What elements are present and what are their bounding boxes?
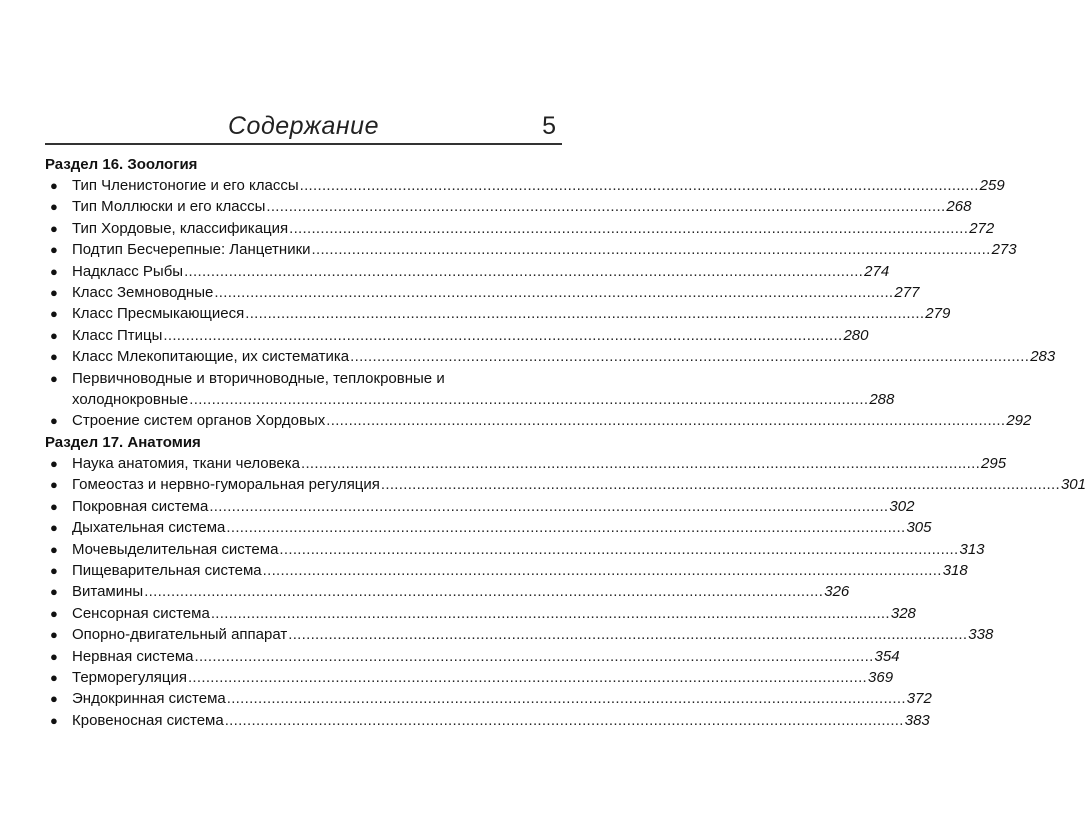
entry-page: 277 <box>894 284 920 302</box>
toc-entry[interactable] <box>45 539 985 560</box>
entry-page: 354 <box>874 647 900 665</box>
bullet-icon: ● <box>50 263 58 279</box>
bullet-icon: ● <box>50 648 58 664</box>
dot-leader <box>312 239 991 260</box>
bullet-icon: ● <box>50 413 58 429</box>
bullet-icon: ● <box>50 327 58 343</box>
entry-page: 318 <box>942 561 968 579</box>
entry-title: Класс Млекопитающие, их систематика <box>72 348 350 366</box>
entry-title-line2: холоднокровные <box>72 391 189 409</box>
bullet-icon: ● <box>50 562 58 578</box>
entry-page: 273 <box>991 241 1017 259</box>
dot-leader <box>289 218 968 239</box>
toc-entry[interactable] <box>45 346 1056 367</box>
dot-leader <box>227 688 906 709</box>
entry-title: Класс Земноводные <box>72 284 214 302</box>
bullet-icon: ● <box>50 178 58 193</box>
dot-leader <box>184 261 863 282</box>
dot-leader <box>245 303 924 324</box>
dot-leader <box>266 196 945 217</box>
page-title: Содержание <box>228 112 379 140</box>
entry-title: Кровеносная система <box>72 711 224 729</box>
entry-page: 295 <box>981 454 1007 472</box>
bullet-icon: ● <box>50 477 58 493</box>
toc-entry[interactable] <box>45 517 932 538</box>
toc-entry[interactable] <box>45 581 850 602</box>
dot-leader <box>288 624 967 645</box>
entry-page: 326 <box>824 583 850 601</box>
bullet-icon: ● <box>50 306 58 322</box>
bullet-icon: ● <box>50 627 58 643</box>
toc-entry[interactable] <box>45 646 900 667</box>
entry-page: 272 <box>969 219 995 237</box>
entry-title: Сенсорная система <box>72 604 210 622</box>
toc-entry[interactable] <box>45 218 995 239</box>
toc-entry[interactable] <box>45 453 1007 474</box>
toc-entry[interactable] <box>45 196 972 217</box>
entry-title: Терморегуляция <box>72 668 187 686</box>
entry-page: 283 <box>1030 348 1056 366</box>
bullet-icon: ● <box>50 455 58 471</box>
bullet-icon: ● <box>50 498 58 514</box>
entry-page: 301 <box>1060 476 1086 494</box>
entry-title: Опорно-двигательный аппарат <box>72 626 288 644</box>
toc-entry[interactable] <box>45 239 1017 260</box>
entry-title: Эндокринная система <box>72 690 226 708</box>
bullet-icon: ● <box>50 285 58 301</box>
entry-title: Покровная система <box>72 497 209 515</box>
entry-page: 274 <box>864 262 890 280</box>
toc-entry[interactable] <box>45 175 1005 196</box>
entry-page: 292 <box>1006 412 1032 430</box>
bullet-icon: ● <box>50 349 58 365</box>
bullet-icon: ● <box>50 541 58 557</box>
entry-title: Наука анатомия, ткани человека <box>72 454 300 472</box>
entry-title: Класс Птицы <box>72 326 163 344</box>
toc-entry[interactable] <box>45 560 968 581</box>
entry-page: 280 <box>843 326 869 344</box>
dot-leader <box>350 346 1029 367</box>
bullet-icon: ● <box>50 584 58 600</box>
toc-entry[interactable] <box>45 303 951 324</box>
bullet-icon: ● <box>50 520 58 536</box>
dot-leader <box>214 282 893 303</box>
toc-entry[interactable] <box>45 688 932 709</box>
dot-leader <box>301 453 980 474</box>
dot-leader <box>211 603 890 624</box>
dot-leader <box>163 325 842 346</box>
entry-title: Гомеостаз и нервно-гуморальная регуляция <box>72 476 380 494</box>
section-heading: Раздел 17. Анатомия <box>45 433 201 451</box>
entry-page: 259 <box>979 177 1005 194</box>
dot-leader <box>300 175 979 196</box>
entry-page: 268 <box>946 198 972 216</box>
toc-entry[interactable] <box>45 368 895 411</box>
entry-title-line1: Первичноводные и вторичноводные, теплокровные и <box>72 369 445 387</box>
entry-title: Надкласс Рыбы <box>72 262 184 280</box>
dot-leader <box>188 667 867 688</box>
entry-page: 313 <box>959 540 985 558</box>
toc-entry[interactable] <box>45 710 930 731</box>
entry-page: 288 <box>869 391 895 409</box>
dot-leader <box>381 474 1060 495</box>
entry-title: Тип Моллюски и его классы <box>72 198 266 216</box>
entry-page: 338 <box>968 626 994 644</box>
toc-entry[interactable] <box>45 667 894 688</box>
header-divider <box>45 143 562 145</box>
toc-entry[interactable] <box>45 261 890 282</box>
toc-entry[interactable] <box>45 410 1032 431</box>
entry-page: 372 <box>906 690 932 708</box>
entry-title: Тип Хордовые, классификация <box>72 219 289 237</box>
bullet-icon: ● <box>50 605 58 621</box>
page-header <box>45 108 562 142</box>
page-number: 5 <box>542 112 556 140</box>
dot-leader <box>189 389 868 410</box>
bullet-icon: ● <box>50 220 58 236</box>
entry-title: Пищеварительная система <box>72 561 262 579</box>
bullet-icon: ● <box>50 669 58 685</box>
table-of-contents <box>45 154 1086 731</box>
dot-leader <box>144 581 823 602</box>
bullet-icon: ● <box>50 242 58 258</box>
toc-entry[interactable] <box>45 496 915 517</box>
entry-title: Мочевыделительная система <box>72 540 279 558</box>
entry-page: 369 <box>868 668 894 686</box>
entry-title: Дыхательная система <box>72 519 226 537</box>
dot-leader <box>194 646 873 667</box>
dot-leader <box>209 496 888 517</box>
dot-leader <box>263 560 942 581</box>
dot-leader <box>226 517 905 538</box>
entry-title: Подтип Бесчерепные: Ланцетники <box>72 241 311 259</box>
entry-page: 383 <box>904 711 930 729</box>
bullet-icon: ● <box>50 370 58 386</box>
entry-page: 302 <box>889 497 915 515</box>
toc-entry[interactable] <box>45 624 994 645</box>
entry-page: 328 <box>890 604 916 622</box>
bullet-icon: ● <box>50 199 58 215</box>
toc-entry[interactable] <box>45 603 916 624</box>
entry-title: Строение систем органов Хордовых <box>72 412 326 430</box>
entry-title: Класс Пресмыкающиеся <box>72 305 245 323</box>
entry-title: Тип Членистоногие и его классы <box>72 177 299 194</box>
entry-page: 279 <box>925 305 951 323</box>
entry-title: Нервная система <box>72 647 194 665</box>
toc-entry[interactable] <box>45 474 1086 495</box>
entry-title: Витамины <box>72 583 144 601</box>
dot-leader <box>279 539 958 560</box>
bullet-icon: ● <box>50 712 58 728</box>
dot-leader <box>225 710 904 731</box>
section-heading: Раздел 16. Зоология <box>45 156 198 173</box>
toc-entry[interactable] <box>45 282 920 303</box>
entry-page: 305 <box>906 519 932 537</box>
bullet-icon: ● <box>50 691 58 707</box>
toc-entry[interactable] <box>45 325 869 346</box>
dot-leader <box>326 410 1005 431</box>
